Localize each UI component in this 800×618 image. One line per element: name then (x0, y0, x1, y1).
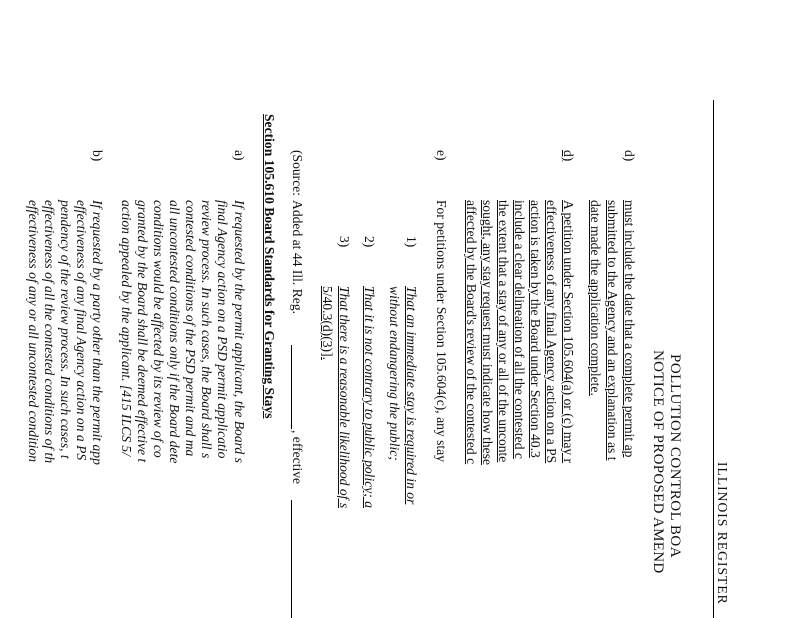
source-date-blank (291, 500, 292, 618)
d-line-3: action is taken by the Board under Section 40.3 (528, 200, 543, 458)
subsection-e-label: e) (434, 150, 449, 161)
notice-header: NOTICE OF PROPOSED AMEND (650, 350, 666, 574)
e-item-3-number: 3) (337, 236, 352, 248)
a-line-3: review process. In such cases, the Board shall s (199, 200, 214, 459)
b-line-4: effectiveness of all the contested conditions of th (42, 200, 57, 464)
b-line-3: pendency of the review process. In such cases, t (58, 200, 73, 459)
a-line-1: If requested by the permit applicant, the Board s (232, 200, 247, 463)
a-line-4: contested conditions of the PSD permit and ma (183, 200, 198, 457)
subsection-b-label: b) (90, 150, 105, 162)
a-line-5: all uncontested conditions only if the Board dete (167, 200, 182, 464)
a-line-2: final Agency action on a PSD permit applicatio (215, 200, 230, 459)
board-header: POLLUTION CONTROL BOA (667, 354, 683, 559)
d-line-6: sought, any stay request must indicate how these (480, 200, 495, 466)
e-item-1-line-1: That an immediate stay is required in or (404, 286, 419, 505)
source-blank-line (291, 345, 292, 429)
subsection-d-label: d) (561, 150, 576, 162)
b-line-1: If requested by a party other than the permit app (90, 200, 105, 465)
d-line-2: effectiveness of any final Agency action on a PS (544, 200, 559, 464)
subsection-a-label: a) (232, 150, 247, 161)
b-line-5: effectiveness of any or all uncontested condition (26, 200, 41, 462)
b-line-2: effectiveness of any final Agency action on a PS (74, 200, 89, 461)
subsection-d-old-label: d) (622, 150, 637, 162)
d-line-4: include a clear delineation of all the contested c (512, 200, 527, 459)
e-item-2-line-1: That it is not contrary to public policy; a (362, 286, 377, 509)
a-line-8: action appealed by the applicant. [415 ILCS 5/ (119, 200, 134, 456)
d-old-line-2: submitted to the Agency and an explanation as t (605, 200, 620, 461)
e-item-3-line-1: That there is a reasonable likelihood of s (337, 286, 352, 509)
a-line-7: granted by the Board shall be deemed effective t (135, 200, 150, 463)
d-line-7: affected by the Board's review of the contested c (464, 200, 479, 465)
d-line-5: the extent that a stay of any or all of the unconte (496, 200, 511, 463)
e-item-1-line-2: without endangering the public; (387, 286, 402, 461)
header-rule (713, 100, 714, 618)
source-text: Added at 44 Ill. Reg. (290, 200, 305, 315)
d-old-line-3: date made the application complete. (588, 200, 603, 396)
register-header: ILLINOIS REGISTER (715, 462, 730, 605)
e-item-3-line-2: 5/40.3(d)(3)]. (320, 286, 335, 360)
source-suffix: , effective (290, 430, 305, 485)
d-line-1: A petition under Section 105.604(a) or (c) may r (561, 200, 576, 464)
e-item-2-number: 2) (362, 236, 377, 248)
e-item-1-number: 1) (404, 236, 419, 248)
section-title: Section 105.610 Board Standards for Granting Stays (262, 114, 277, 419)
source-prefix: (Source: (290, 150, 305, 197)
e-intro: For petitions under Section 105.604(c), any stay (434, 200, 449, 463)
d-old-line-1: must include the date that a complete permit ap (622, 200, 637, 458)
a-line-6: conditions would be affected by its review of co (151, 200, 166, 458)
